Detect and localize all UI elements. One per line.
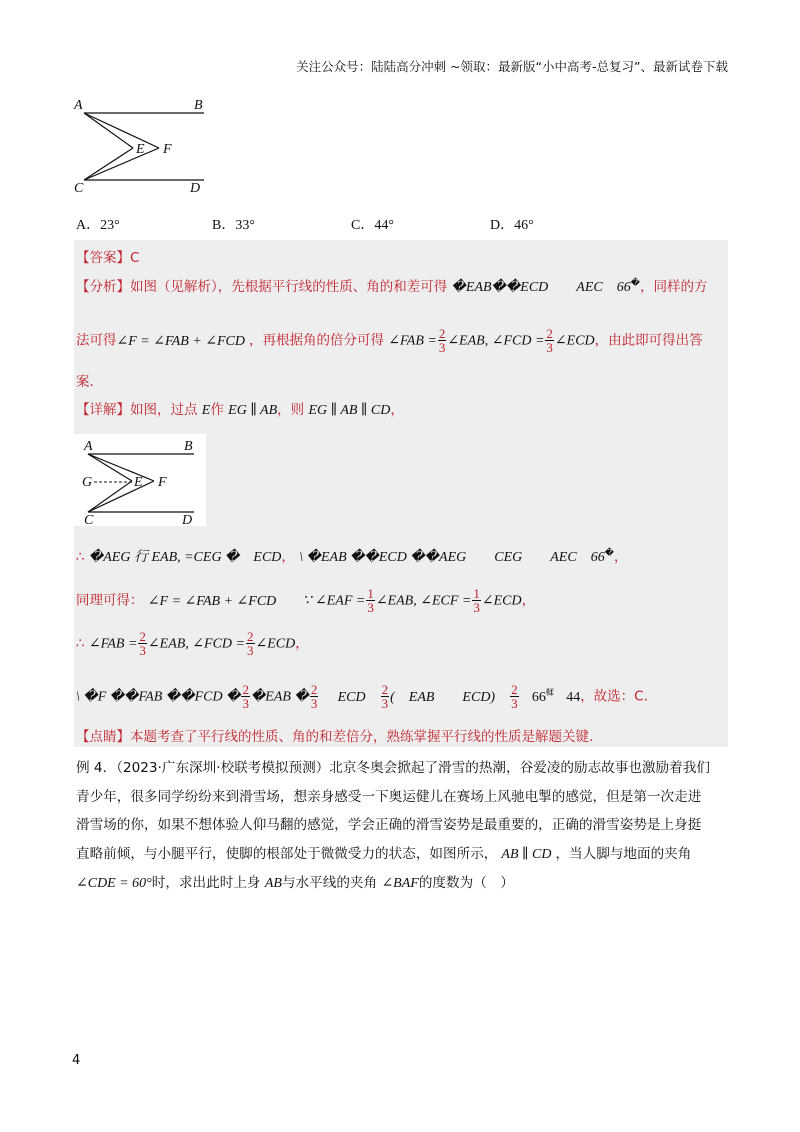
step4-math-4: ( EAB ECD) (390, 689, 496, 705)
fraction: $\frac{2}{3}$ (438, 326, 446, 355)
option-c: C．44° (351, 218, 394, 233)
analysis-line-2 (76, 327, 703, 354)
example-line-2: 青少年，很多同学纷纷来到滑雪场，想亲身感受一下奥运健儿在赛场上风驰电掣的感觉，但是第一次走进 (76, 788, 702, 805)
step2-end: ， (521, 592, 536, 609)
step-4 (76, 683, 648, 710)
analysis-math-3c: ∠ECD (554, 333, 595, 349)
example-line-5: ∠CDE = 60°时，求出此时上身 AB与水平线的夹角 ∠BAF的度数为（ ） (76, 875, 514, 891)
label-g: G (82, 475, 93, 490)
fraction: $\frac{1}{3}$ (367, 586, 374, 615)
detail-text-2: 作 (210, 402, 224, 418)
fraction: $\frac{1}{3}$ (473, 586, 480, 615)
analysis-line-1 (76, 275, 707, 296)
step3-math-3: ∠ECD (255, 636, 296, 652)
analysis-line-3 (76, 370, 94, 390)
detail-math-1: EG ∥ AB (228, 403, 278, 418)
analysis-text-2: ，同样的方 (639, 279, 708, 295)
analysis-tag: 【分析】 (76, 279, 130, 295)
fraction: $\frac{2}{3}$ (247, 629, 254, 658)
step3-math-2: ∠EAB, ∠FCD = (147, 636, 245, 652)
label-e: E (136, 142, 145, 157)
step1-math-1: �AEG 行 EAB, =CEG � ECD (88, 550, 282, 565)
label-c: C (74, 181, 84, 196)
step1-end: ， (613, 549, 628, 565)
point-e: E (201, 403, 211, 418)
step4-math-6: 44 (566, 689, 581, 705)
step4-math-1: \ �F ��FAB ��FCD � (76, 689, 241, 705)
example-line-3: 滑雪场的你，如果不想体验人仰马翻的感觉，学会正确的滑雪姿势是最重要的，正确的滑雪姿势是上身挺 (76, 817, 702, 833)
detail-text: 如图，过点 (130, 402, 198, 418)
detail-line (76, 398, 404, 419)
step2-label: 同理可得： (76, 592, 144, 609)
label-f: F (163, 142, 172, 157)
step1-math-2: \ �EAB ��ECD ��AEG CEG AEC 66 (299, 550, 605, 565)
label-d: D (182, 513, 193, 526)
step2-because: ∵ ∠EAF = (302, 593, 366, 609)
fraction: $\frac{2}{3}$ (242, 682, 249, 711)
step1-sep: ， (281, 549, 295, 565)
example-4 (76, 754, 728, 899)
fraction: $\frac{2}{3}$ (139, 629, 146, 658)
analysis-math-1: �EAB��ECD AEC 66 (451, 280, 631, 295)
detail-text-3: ，则 (277, 402, 305, 418)
option-d: D．46° (490, 218, 534, 233)
detail-tag: 【详解】 (76, 402, 130, 418)
comment-text: 本题考查了平行线的性质、角的和差倍分，熟练掌握平行线的性质是解题关键. (130, 729, 594, 745)
step1-degree: � (604, 547, 614, 558)
analysis-math-3a: ∠FAB = (388, 333, 437, 349)
step-3 (76, 630, 309, 657)
step4-math-5: 66 (531, 689, 546, 705)
step4-sup: 鞣 (545, 688, 554, 697)
label-c: C (84, 513, 94, 526)
step4-end: ，故选：C. (580, 688, 648, 705)
label-b: B (194, 98, 203, 113)
option-a: A．23° (76, 218, 120, 233)
label-d: D (190, 181, 201, 196)
fraction: $\frac{2}{3}$ (511, 682, 518, 711)
detail-text-4: ， (390, 402, 404, 418)
label-a: A (84, 439, 93, 454)
example-line-1: 例 4．（2023·广东深圳·校联考模拟预测）北京冬奥会掀起了滑雪的热潮，谷爱凌的励志故事也激励着我们 (76, 760, 710, 776)
therefore-symbol: ∴ (76, 635, 85, 652)
fraction: $\frac{2}{3}$ (546, 326, 553, 355)
analysis-text-3: 法可得 (76, 332, 117, 349)
geometry-figure-1 (70, 96, 220, 196)
comment-tag: 【点睛】 (76, 729, 130, 745)
label-f: F (158, 475, 167, 490)
example-line-4: 直略前倾，与小腿平行，使脚的根部处于微微受力的状态，如图所示， AB ∥ CD ，当人脚与地面的夹角 (76, 845, 692, 862)
step3-math-1: ∠FAB = (88, 636, 138, 652)
label-e: E (134, 475, 143, 490)
geometry-figure-2 (74, 434, 206, 526)
step2-math-3: ∠ECD (481, 593, 522, 609)
step4-math-3: ECD (337, 689, 366, 705)
analysis-text-4: ，再根据角的倍分可得 (249, 332, 384, 349)
step-1 (76, 545, 627, 566)
analysis-math-3b: ∠EAB, ∠FCD = (447, 333, 545, 349)
analysis-text-5: ，由此即可得出答 (594, 332, 703, 349)
answer-value: C (130, 250, 140, 266)
step2-math-1: ∠F = ∠FAB + ∠FCD (147, 593, 277, 609)
analysis-math-2: ∠F = ∠FAB + ∠FCD (116, 333, 245, 349)
fraction: $\frac{2}{3}$ (381, 682, 389, 711)
analysis-text-6: 案. (76, 374, 94, 390)
step3-end: ， (295, 635, 309, 652)
analysis-text: 如图（见解析），先根据平行线的性质、角的和差可得 (130, 279, 448, 295)
label-b: B (184, 439, 193, 454)
answer-tag: 【答案】 (76, 250, 130, 266)
answer-line (76, 246, 139, 266)
detail-math-2: EG ∥ AB ∥ CD (308, 403, 391, 418)
analysis-degree: � (630, 277, 640, 288)
comment-line (76, 725, 593, 745)
option-b: B．33° (212, 218, 255, 233)
label-a: A (74, 98, 83, 113)
step4-math-2: �EAB � (250, 689, 309, 705)
therefore-symbol: ∴ (76, 549, 85, 565)
page-number: 4 (72, 1053, 81, 1068)
step-2 (76, 587, 535, 614)
fraction: $\frac{2}{3}$ (310, 682, 318, 711)
step2-math-2: ∠EAB, ∠ECF = (375, 593, 472, 609)
page-header: 关注公众号：陆陆高分冲刺 ~领取：最新版“小中高考-总复习”、最新试卷下载 (296, 59, 728, 74)
